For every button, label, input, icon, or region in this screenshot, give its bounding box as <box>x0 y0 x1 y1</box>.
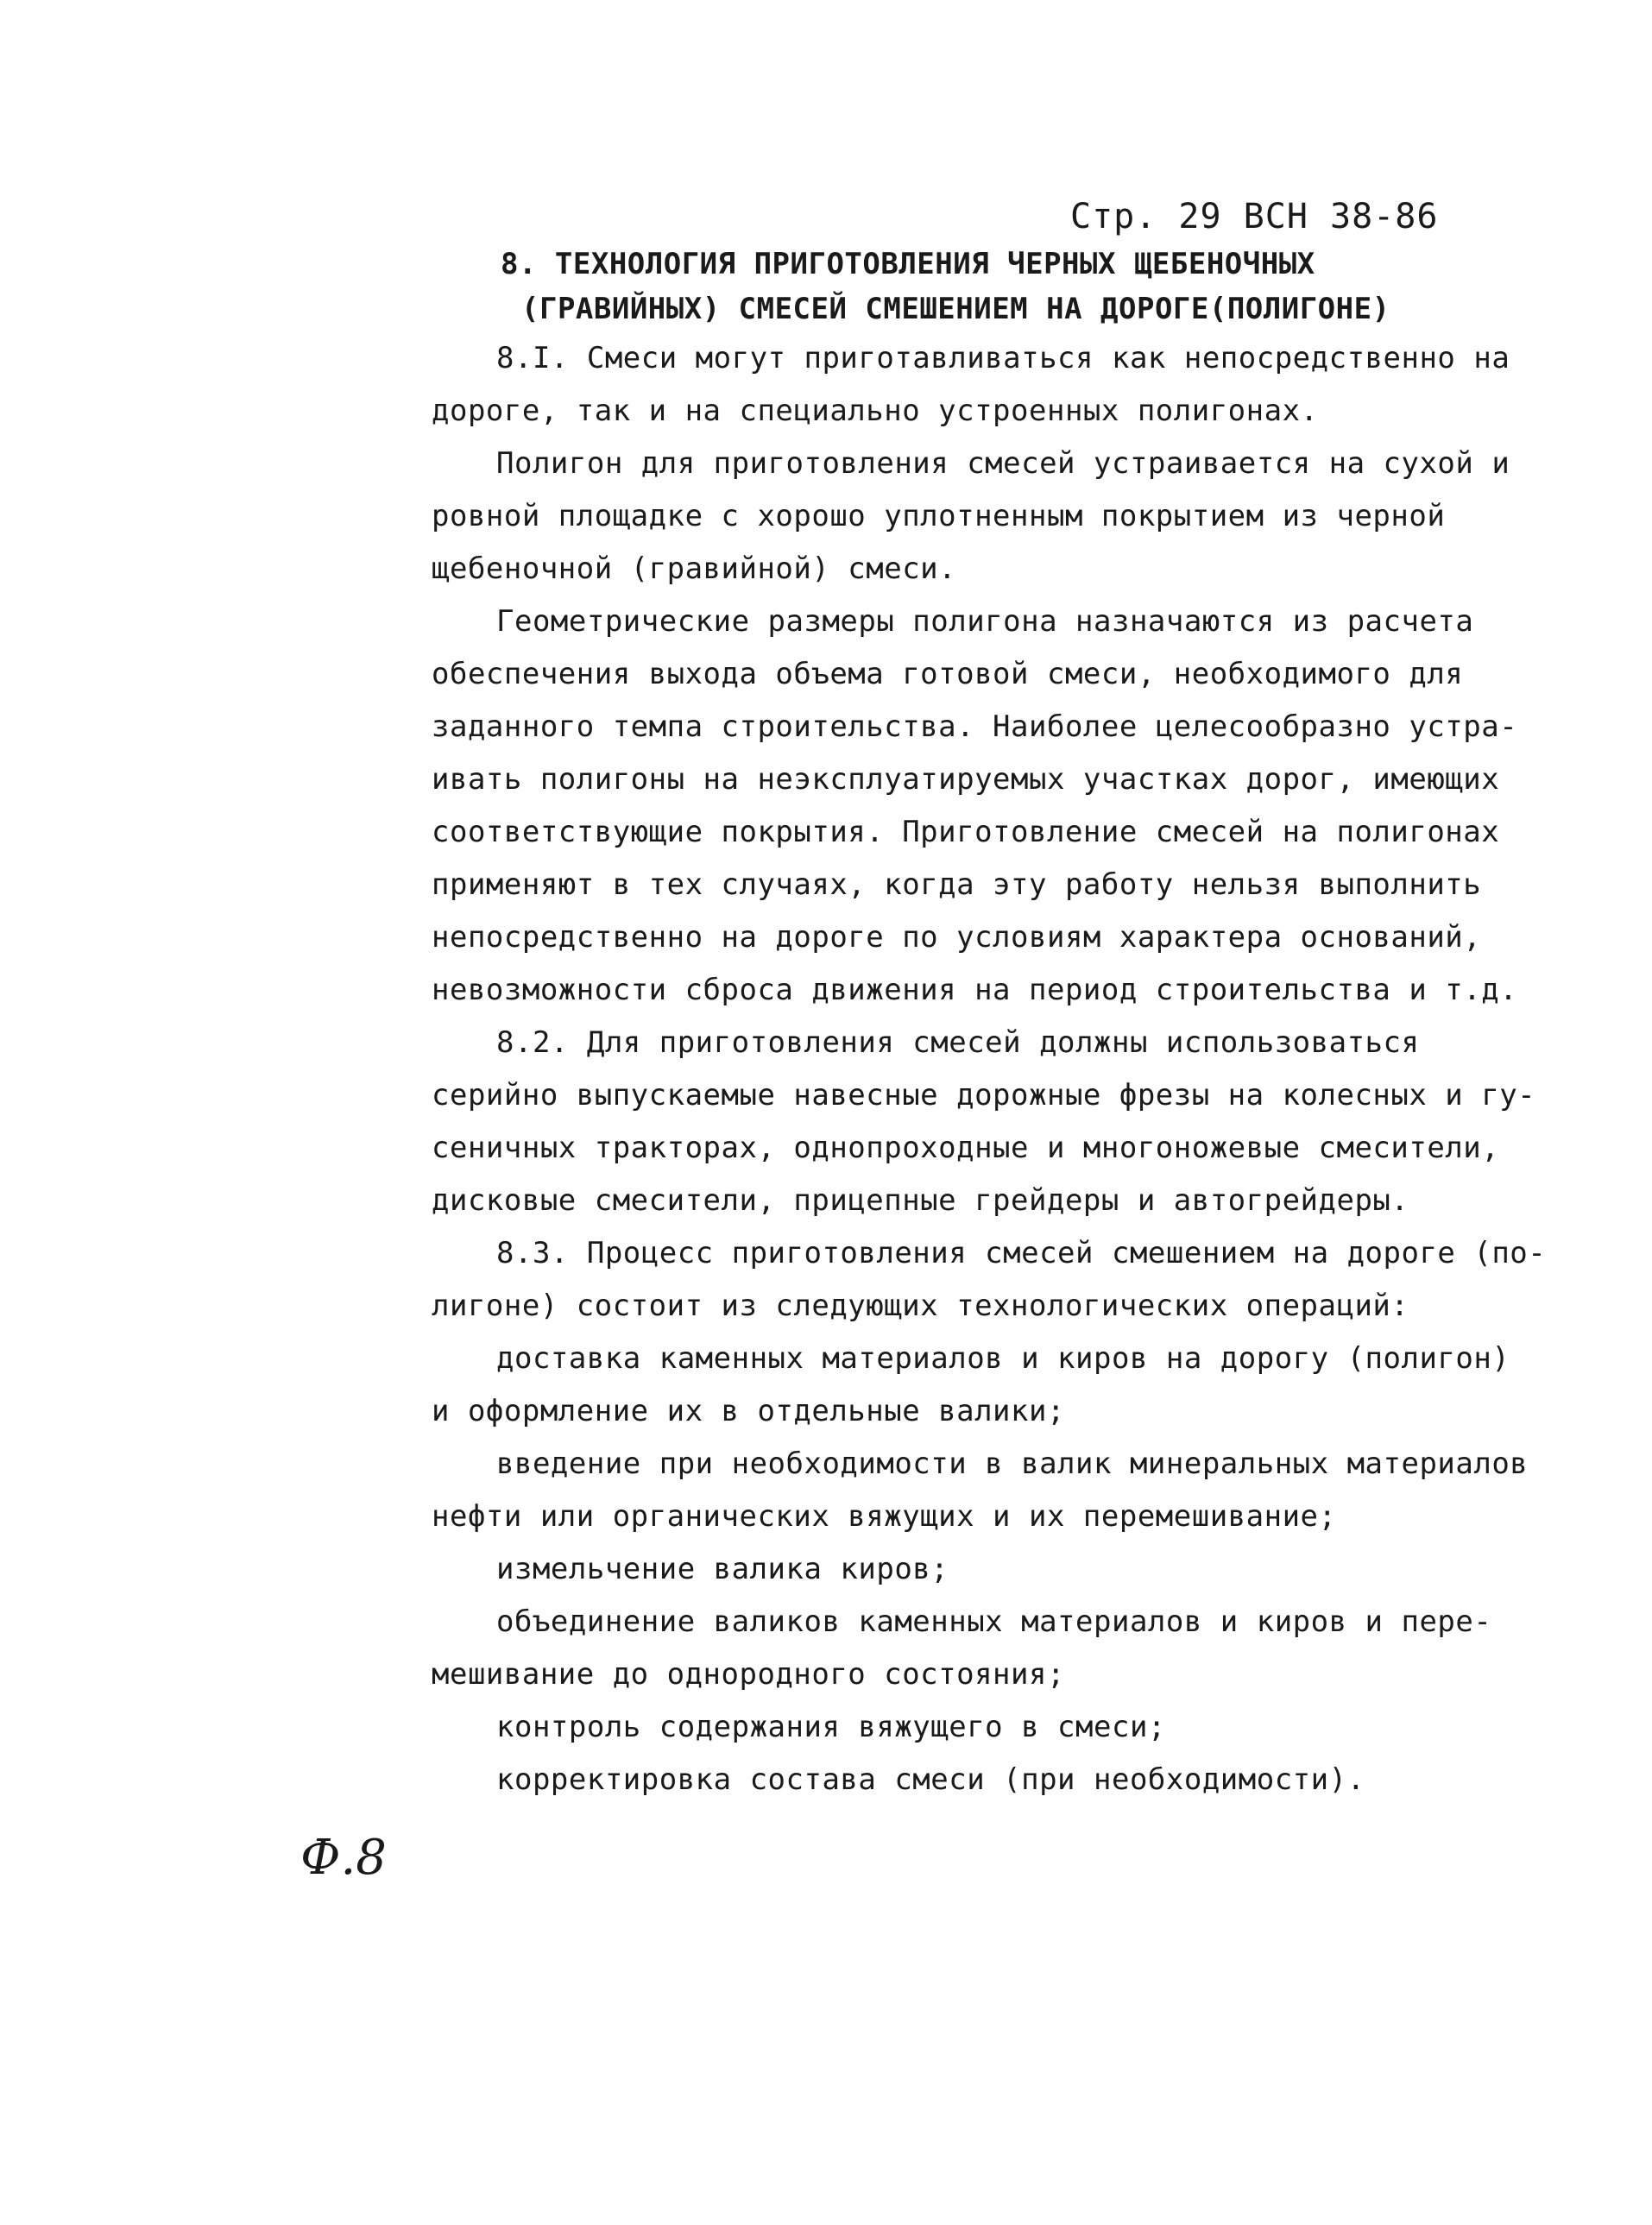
text-line: Геометрические размеры полигона назначаются из расчета <box>496 604 1474 639</box>
text-line: ивать полигоны на неэксплуатируемых участках дорог, имеющих <box>432 762 1500 797</box>
section-title-line-2: (ГРАВИЙНЫХ) СМЕСЕЙ СМЕШЕНИЕМ НА ДОРОГЕ(ПОЛИГОНЕ) <box>521 292 1390 326</box>
body-text <box>432 332 1547 1806</box>
text-line: непосредственно на дороге по условиям характера оснований, <box>432 920 1482 955</box>
text-line: введение при необходимости в валик минеральных материалов <box>496 1447 1529 1481</box>
text-line: дороге, так и на специально устроенных полигонах. <box>432 394 1319 428</box>
text-line: сеничных тракторах, однопроходные и многоножевые смесители, <box>432 1131 1500 1165</box>
text-line: контроль содержания вяжущего в смеси; <box>496 1710 1166 1744</box>
section-title <box>501 242 1390 331</box>
text-line: щебеночной (гравийной) смеси. <box>432 552 957 586</box>
text-line: объединение валиков каменных материалов и киров и пере- <box>496 1604 1492 1639</box>
text-line: мешивание до однородного состояния; <box>432 1657 1065 1692</box>
section-title-line-1: 8. ТЕХНОЛОГИЯ ПРИГОТОВЛЕНИЯ ЧЕРНЫХ ЩЕБЕНОЧНЫХ <box>501 247 1315 281</box>
text-line: лигоне) состоит из следующих технологических операций: <box>432 1289 1409 1323</box>
text-line: нефти или органических вяжущих и их перемешивание; <box>432 1499 1337 1534</box>
text-line: измельчение валика киров; <box>496 1552 949 1586</box>
text-line: дисковые смесители, прицепные грейдеры и автогрейдеры. <box>432 1183 1409 1218</box>
text-line: 8.3. Процесс приготовления смесей смешением на дороге (по- <box>496 1236 1547 1270</box>
text-line: невозможности сброса движения на период строительства и т.д. <box>432 973 1518 1007</box>
page-mark: Ф.8 <box>300 1830 387 1886</box>
text-line: заданного темпа строительства. Наиболее целесообразно устра- <box>432 709 1518 744</box>
text-line: серийно выпускаемые навесные дорожные фрезы на колесных и гу- <box>432 1078 1536 1112</box>
text-line: ровной площадке с хорошо уплотненным покрытием из черной <box>432 499 1446 533</box>
text-line: корректировка состава смеси (при необходимости). <box>496 1762 1365 1797</box>
text-line: 8.2. Для приготовления смесей должны использоваться <box>496 1025 1420 1060</box>
text-line: применяют в тех случаях, когда эту работу нельзя выполнить <box>432 867 1482 902</box>
text-line: 8.I. Смеси могут приготавливаться как непосредственно на <box>496 341 1510 375</box>
text-line: обеспечения выхода объема готовой смеси, необходимого для <box>432 657 1464 691</box>
text-line: соответствующие покрытия. Приготовление смесей на полигонах <box>432 815 1500 849</box>
text-line: доставка каменных материалов и киров на дорогу (полигон) <box>496 1341 1510 1376</box>
text-line: Полигон для приготовления смесей устраивается на сухой и <box>496 446 1510 481</box>
text-line: и оформление их в отдельные валики; <box>432 1394 1065 1428</box>
page-header: Стр. 29 ВСН 38-86 <box>1070 197 1439 236</box>
